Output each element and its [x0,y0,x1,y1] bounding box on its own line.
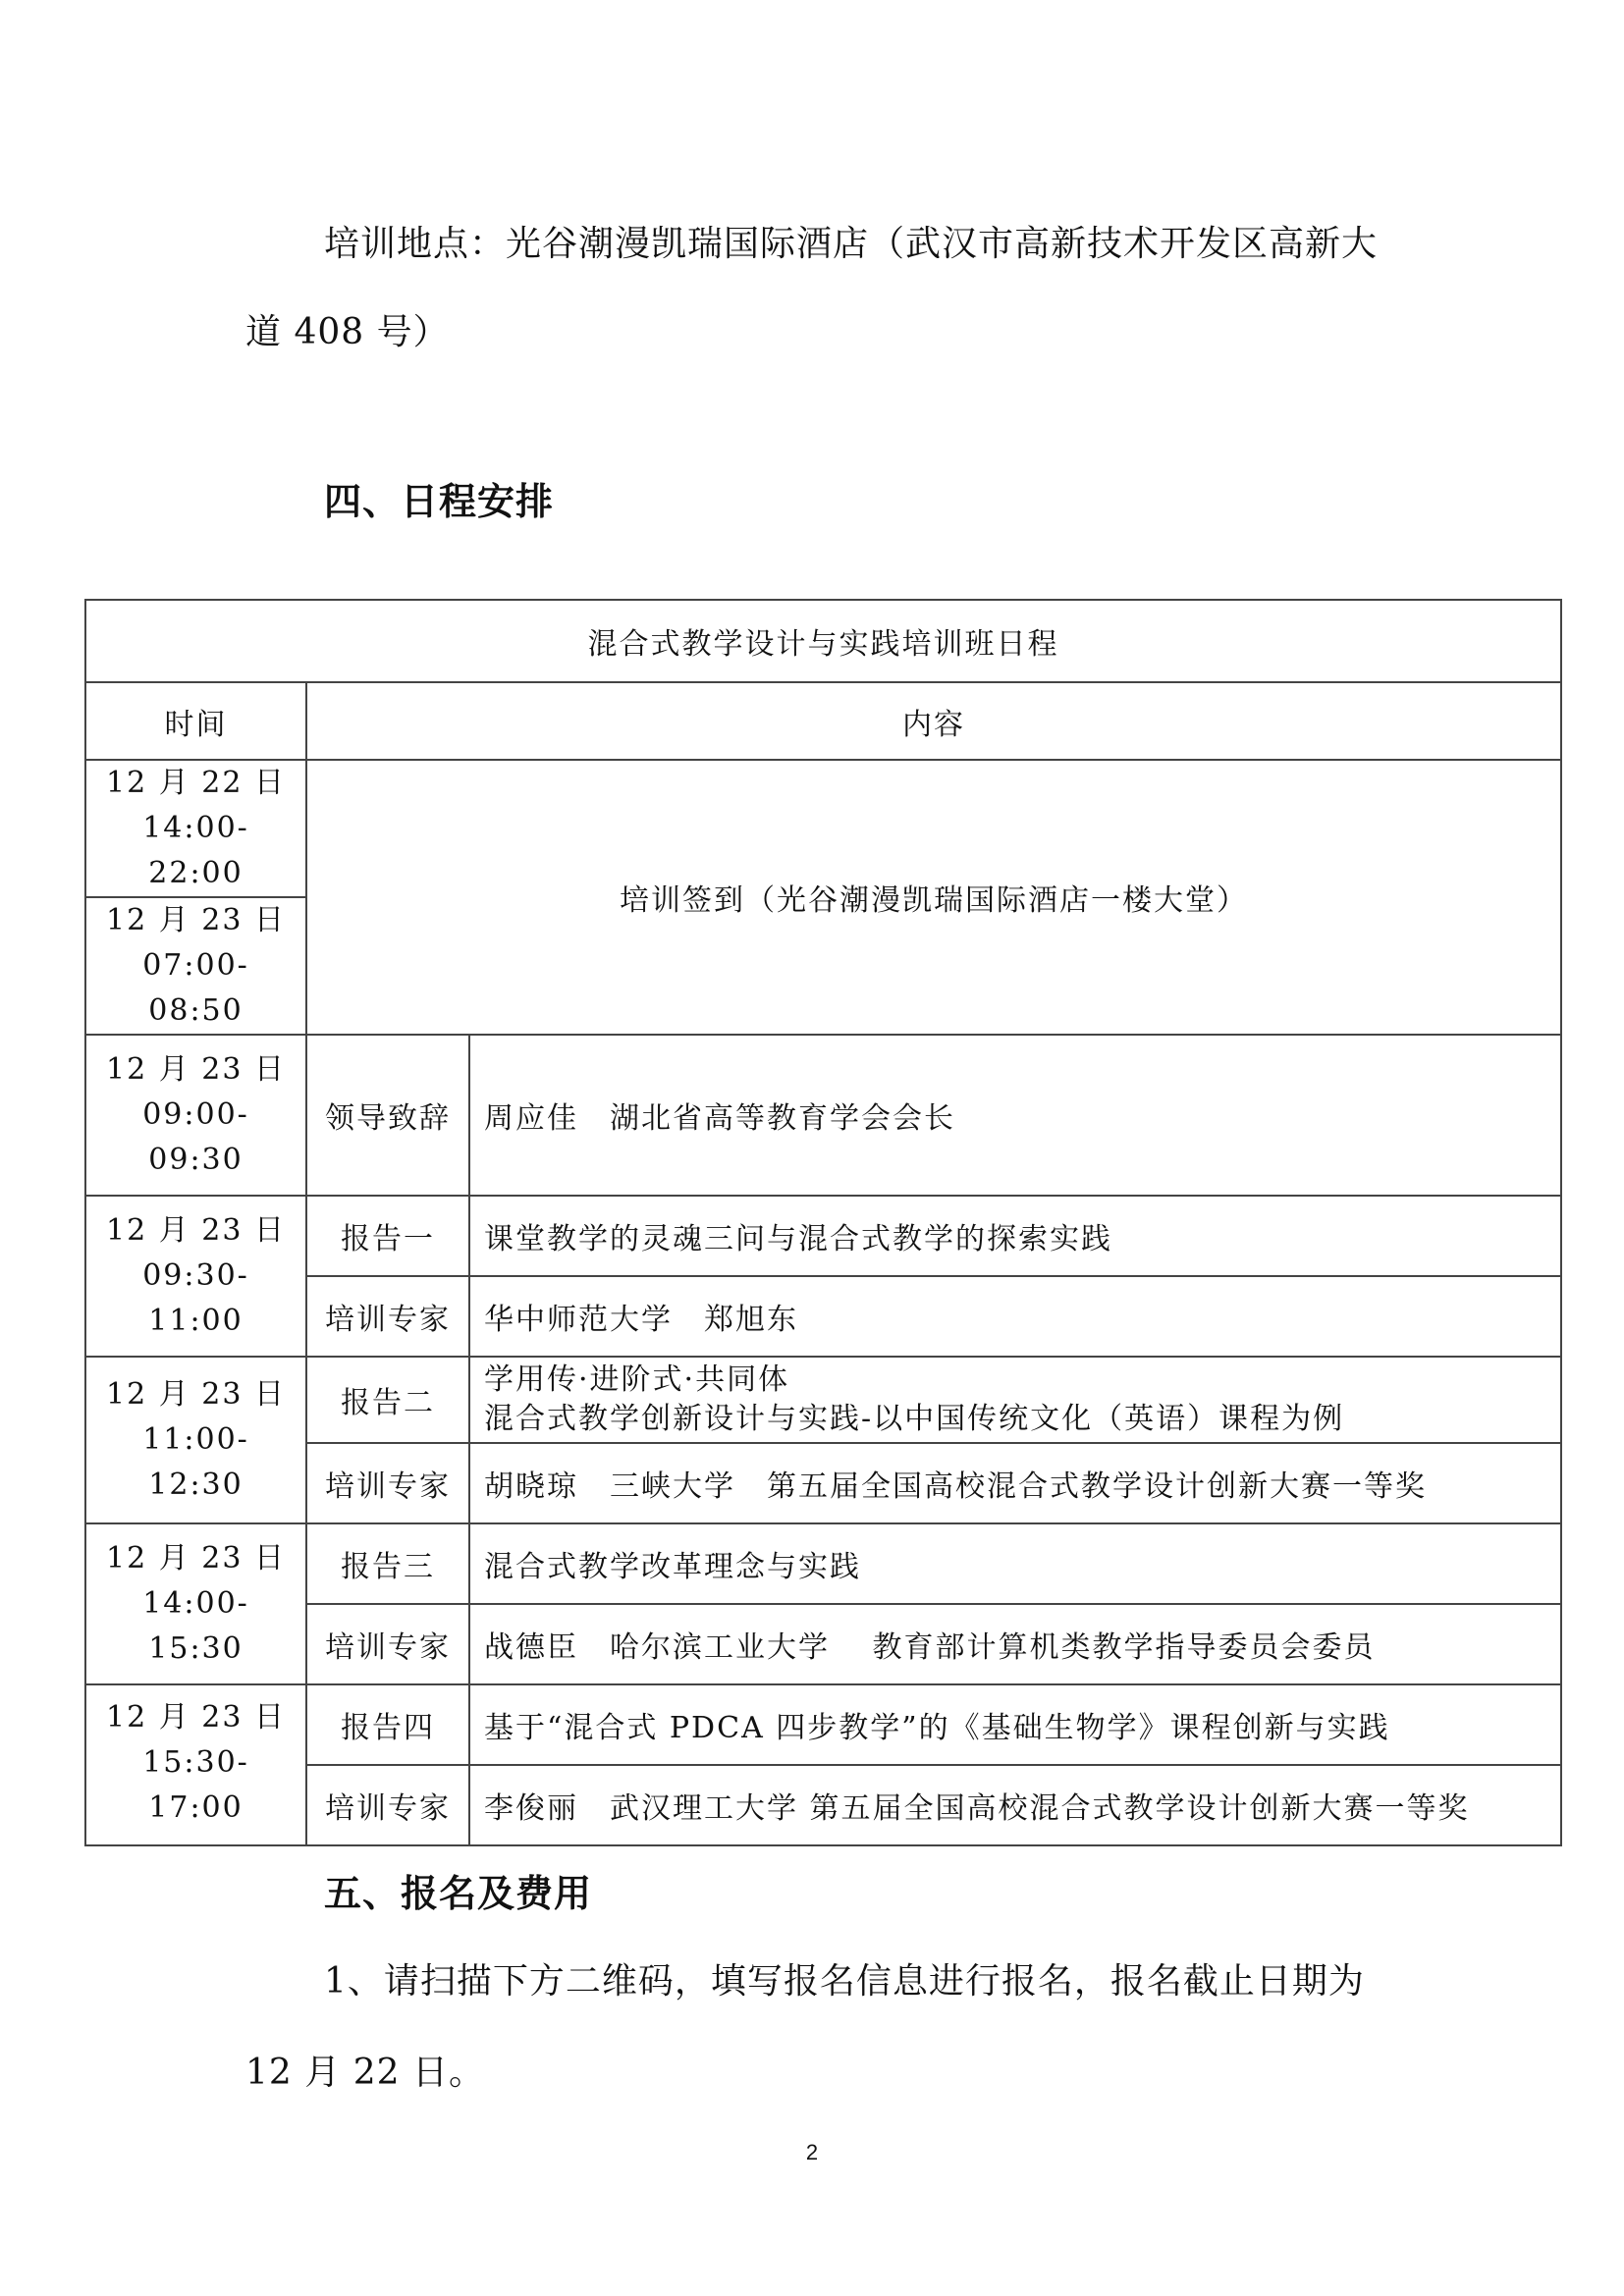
signin-time2: 12 月 23 日 07:00-08:50 [85,897,306,1035]
report4-expert-label: 培训专家 [306,1765,469,1845]
report3-expert-label: 培训专家 [306,1604,469,1684]
table-row [85,1523,1561,1604]
report1-expert-label: 培训专家 [306,1276,469,1357]
report1-content: 课堂教学的灵魂三问与混合式教学的探索实践 [469,1196,1561,1276]
report3-content: 混合式教学改革理念与实践 [469,1523,1561,1604]
schedule-title: 混合式教学设计与实践培训班日程 [85,600,1561,682]
header-content: 内容 [306,682,1561,760]
table-row [85,682,1561,760]
table-row [85,600,1561,682]
opening-content: 周应佳 湖北省高等教育学会会长 [469,1035,1561,1196]
table-row [85,1765,1561,1845]
signin-time1: 12 月 22 日 14:00-22:00 [85,760,306,897]
report1-label: 报告一 [306,1196,469,1276]
report2-expert: 胡晓琼 三峡大学 第五届全国高校混合式教学设计创新大赛一等奖 [469,1443,1561,1523]
location-line1: 培训地点：光谷潮漫凯瑞国际酒店（武汉市高新技术开发区高新大 [324,224,1379,264]
opening-time: 12 月 23 日 09:00-09:30 [85,1035,306,1196]
report4-expert: 李俊丽 武汉理工大学 第五届全国高校混合式教学设计创新大赛一等奖 [469,1765,1561,1845]
report2-time: 12 月 23 日 11:00-12:30 [85,1357,306,1523]
report2-expert-label: 培训专家 [306,1443,469,1523]
registration-line2: 12 月 22 日。 [245,2053,485,2093]
location-line2: 道 408 号） [245,312,450,352]
header-time: 时间 [85,682,306,760]
section4-heading: 四、日程安排 [324,479,555,523]
table-row [85,1604,1561,1684]
table-row [85,760,1561,897]
table-row [85,1357,1561,1443]
schedule-table [84,599,1562,1846]
registration-line1: 1、请扫描下方二维码，填写报名信息进行报名，报名截止日期为 [324,1961,1365,2002]
report2-label: 报告二 [306,1357,469,1443]
table-row [85,1035,1561,1196]
report1-time: 12 月 23 日 09:30-11:00 [85,1196,306,1357]
table-row [85,1443,1561,1523]
report3-expert: 战德臣 哈尔滨工业大学 教育部计算机类教学指导委员会委员 [469,1604,1561,1684]
report3-label: 报告三 [306,1523,469,1604]
report1-expert: 华中师范大学 郑旭东 [469,1276,1561,1357]
page-number: 2 [805,2140,819,2164]
table-row [85,1684,1561,1765]
table-row [85,1196,1561,1276]
report3-time: 12 月 23 日 14:00-15:30 [85,1523,306,1684]
report2-content: 学用传·进阶式·共同体 混合式教学创新设计与实践-以中国传统文化（英语）课程为例 [469,1357,1561,1443]
report4-time: 12 月 23 日 15:30-17:00 [85,1684,306,1845]
report4-label: 报告四 [306,1684,469,1765]
section5-heading: 五、报名及费用 [324,1871,593,1915]
table-row [85,1276,1561,1357]
opening-label: 领导致辞 [306,1035,469,1196]
report4-content: 基于“混合式 PDCA 四步教学”的《基础生物学》课程创新与实践 [469,1684,1561,1765]
signin-content: 培训签到（光谷潮漫凯瑞国际酒店一楼大堂） [306,760,1561,1035]
